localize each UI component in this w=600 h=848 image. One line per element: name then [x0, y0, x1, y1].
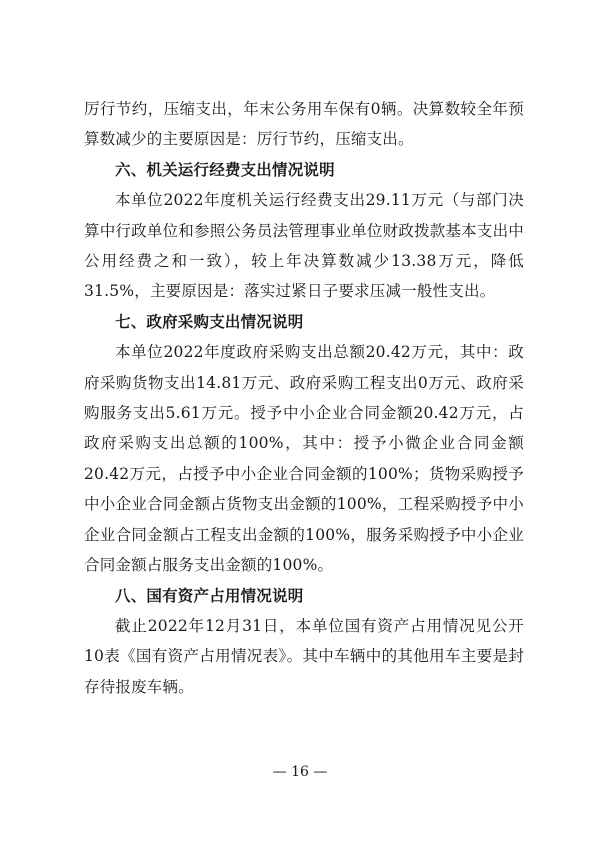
section-heading-7: 七、政府采购支出情况说明 [115, 312, 304, 331]
document-body [84, 94, 524, 702]
paragraph-intro: 厉行节约，压缩支出，年末公务用车保有0辆。决算数较全年预算数减少的主要原因是：厉行节约，压缩支出。 [84, 100, 524, 149]
section-heading-6: 六、机关运行经费支出情况说明 [115, 160, 335, 179]
section-body-7: 本单位2022年度政府采购支出总额20.42万元，其中：政府采购货物支出14.81万元、政府采购工程支出0万元、政府采购服务支出5.61万元。授予中小企业合同金额20.42万元，占政府采购支出总额的100%，其中：授予小微企业合同金额20.42万元，占授予中小企业合同金额的100%；货物采购授予中小企业合同金额占货物支出金额的100%，工程采购授予中小企业合同金额占工程支出金额的100%，服务采购授予中小企业合同金额占服务支出金额的100%。 [84, 343, 524, 575]
page-number: — 16 — [272, 764, 328, 780]
section-body-8: 截止2022年12月31日，本单位国有资产占用情况见公开10表《国有资产占用情况表》。其中车辆中的其他用车主要是封存待报废车辆。 [84, 616, 524, 696]
section-heading-8: 八、国有资产占用情况说明 [115, 586, 304, 605]
section-body-6: 本单位2022年度机关运行经费支出29.11万元（与部门决算中行政单位和参照公务员法管理事业单位财政拨款基本支出中公用经费之和一致），较上年决算数减少13.38万元，降低31.5%，主要原因是：落实过紧日子要求压减一般性支出。 [84, 191, 524, 301]
